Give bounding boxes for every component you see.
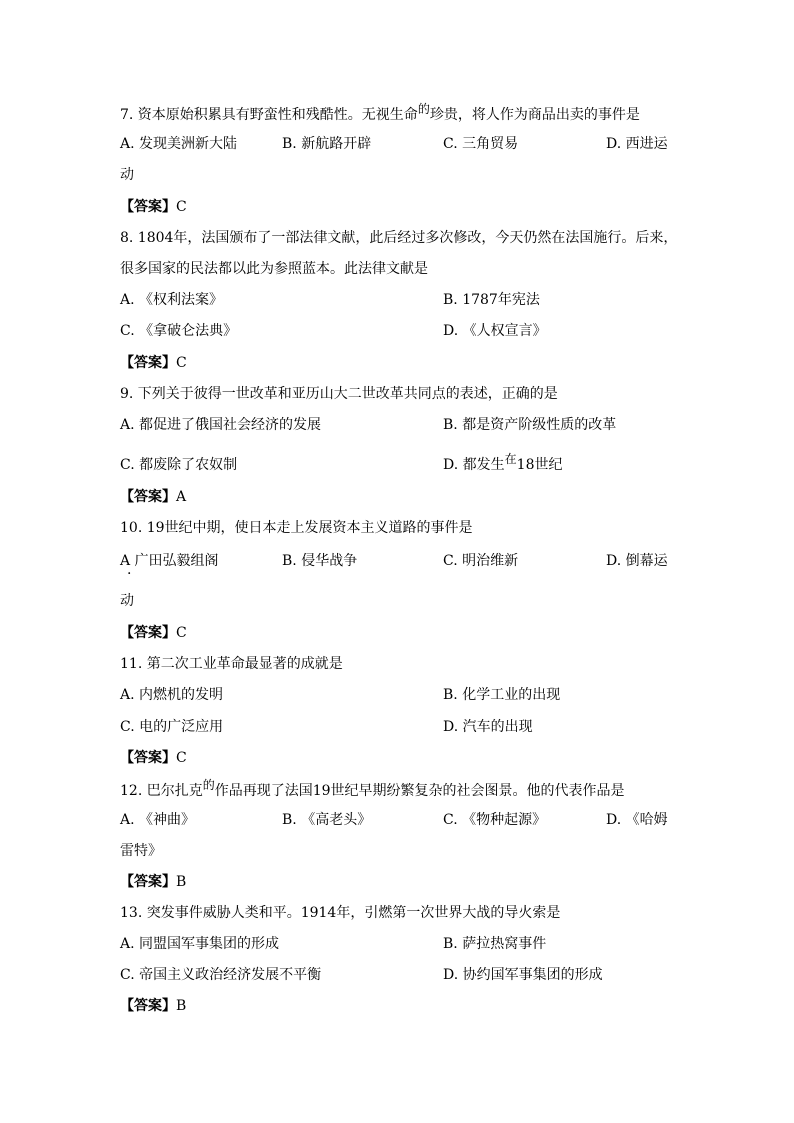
q10-answer-value: C <box>176 625 187 641</box>
q7-option-a: A. 发现美洲新大陆 <box>120 136 238 152</box>
q10-answer-label: 【答案】 <box>120 625 176 641</box>
q10-option-a: A 广田弘毅组阁 <box>120 553 219 569</box>
q8-option-d: D. 《人权宣言》 <box>443 323 547 339</box>
q8-option-b: B. 1787年宪法 <box>443 292 540 308</box>
q12-option-b: B. 《高老头》 <box>282 812 372 828</box>
q10-option-d-wrap: 动 <box>120 593 134 609</box>
q10-option-c: C. 明治维新 <box>443 553 519 569</box>
q7-option-d: D. 西进运 <box>606 136 668 152</box>
q7-option-d-wrap: 动 <box>120 167 134 183</box>
q9-option-b: B. 都是资产阶级性质的改革 <box>443 417 617 433</box>
q7-stem-part1: 7. 资本原始积累具有野蛮性和残酷性。无视生命 <box>120 107 418 123</box>
q13-answer-value: B <box>176 998 187 1014</box>
question-10-stem: 10. 19世纪中期，使日本走上发展资本主义道路的事件是 <box>120 520 473 536</box>
q7-stem-part2: 珍贵，将人作为商品出卖的事件是 <box>429 107 640 123</box>
q9-option-d <box>443 452 563 474</box>
q11-option-c: C. 电的广泛应用 <box>120 719 224 735</box>
q7-answer <box>120 198 187 216</box>
question-12-stem <box>120 778 625 800</box>
q12-option-d-wrap: 雷特》 <box>120 843 162 859</box>
q13-answer <box>120 997 186 1015</box>
q12-option-a: A. 《神曲》 <box>120 812 196 828</box>
q8-answer-value: C <box>176 355 187 371</box>
q13-option-c: C. 帝国主义政治经济发展不平衡 <box>120 967 322 983</box>
q9-option-a: A. 都促进了俄国社会经济的发展 <box>120 417 322 433</box>
q7-stem-superscript: 的 <box>417 102 430 116</box>
question-8-stem-line2: 很多国家的民法都以此为参照蓝本。此法律文献是 <box>120 261 428 277</box>
q8-option-c: C. 《拿破仑法典》 <box>120 323 238 339</box>
q9-answer-label: 【答案】 <box>120 489 176 505</box>
question-13-stem: 13. 突发事件威胁人类和平。1914年，引燃第一次世界大战的导火索是 <box>120 905 561 921</box>
q13-option-a: A. 同盟国军事集团的形成 <box>120 936 280 952</box>
q12-answer <box>120 873 186 891</box>
q7-option-b: B. 新航路开辟 <box>282 136 372 152</box>
q9-answer-value: A <box>176 489 187 505</box>
q10-answer <box>120 624 187 642</box>
question-8-stem-line1: 8. 1804年，法国颁布了一部法律文献，此后经过多次修改，今天仍然在法国施行。后来， <box>120 230 678 246</box>
q11-option-b: B. 化学工业的出现 <box>443 687 561 703</box>
q13-option-b: B. 萨拉热窝事件 <box>443 936 547 952</box>
q12-option-c: C. 《物种起源》 <box>443 812 547 828</box>
q8-option-a: A. 《权利法案》 <box>120 292 224 308</box>
q12-stem-part2: 作品再现了法国19世纪早期纷繁复杂的社会图景。他的代表作品是 <box>214 783 625 799</box>
q11-answer-value: C <box>176 750 187 766</box>
q12-option-d: D. 《哈姆 <box>606 812 668 828</box>
q12-answer-label: 【答案】 <box>120 874 176 890</box>
q12-stem-superscript: 的 <box>202 778 215 792</box>
q11-option-d: D. 汽车的出现 <box>443 719 533 735</box>
q13-option-d: D. 协约国军事集团的形成 <box>443 967 603 983</box>
q7-option-c: C. 三角贸易 <box>443 136 519 152</box>
q10-option-b: B. 侵华战争 <box>282 553 358 569</box>
q9-answer <box>120 488 186 506</box>
q11-answer <box>120 749 187 767</box>
q8-answer <box>120 354 187 372</box>
q9-option-c: C. 都废除了农奴制 <box>120 457 238 473</box>
q9-option-d-part2: 18世纪 <box>516 457 563 473</box>
q12-answer-value: B <box>176 874 187 890</box>
q11-option-a: A. 内燃机的发明 <box>120 687 224 703</box>
q13-answer-label: 【答案】 <box>120 998 176 1014</box>
q7-answer-label: 【答案】 <box>120 199 176 215</box>
q11-answer-label: 【答案】 <box>120 750 176 766</box>
question-7-stem <box>120 102 640 124</box>
q10-option-a-dot-mark: · <box>127 566 132 582</box>
q8-answer-label: 【答案】 <box>120 355 176 371</box>
question-9-stem: 9. 下列关于彼得一世改革和亚历山大二世改革共同点的表述，正确的是 <box>120 386 558 402</box>
q9-option-d-superscript: 在 <box>504 452 517 466</box>
q10-option-d: D. 倒幕运 <box>606 553 668 569</box>
question-11-stem: 11. 第二次工业革命最显著的成就是 <box>120 656 343 672</box>
q7-answer-value: C <box>176 199 187 215</box>
q9-option-d-part1: D. 都发生 <box>443 457 505 473</box>
q12-stem-part1: 12. 巴尔扎克 <box>120 783 203 799</box>
